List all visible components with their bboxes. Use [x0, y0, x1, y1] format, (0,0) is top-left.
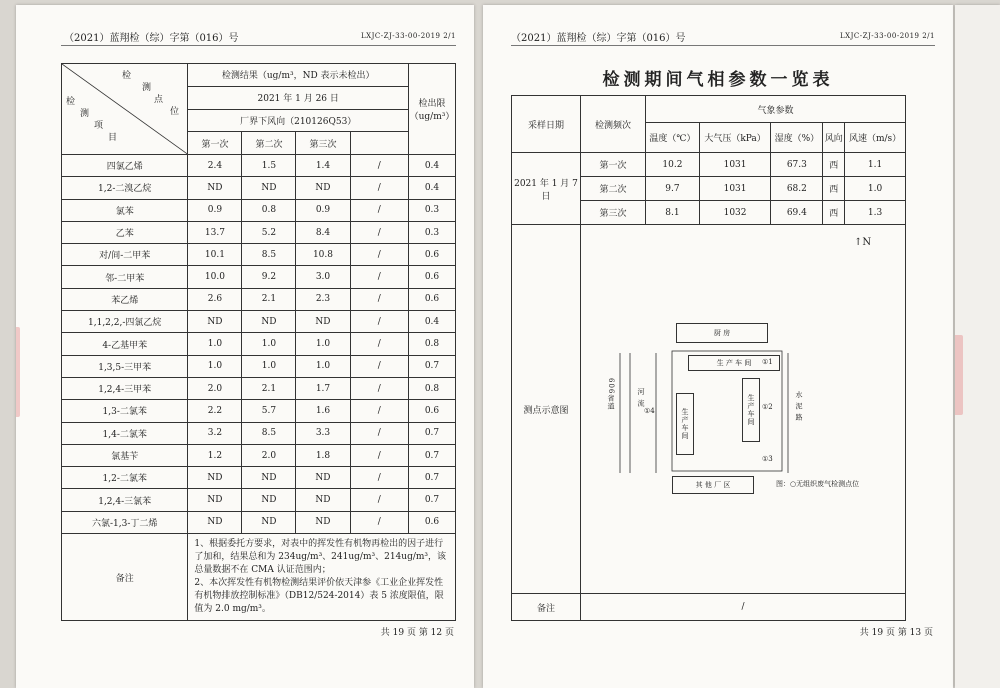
hum-cell: 67.3	[771, 153, 823, 177]
meteo-col-temp: 温度（℃）	[646, 123, 700, 153]
limit-cell: 0.8	[409, 333, 456, 355]
table-row	[62, 177, 456, 199]
value-cell: 1.4	[296, 155, 350, 177]
table-row	[62, 355, 456, 377]
right-header-code: （2021）蓝翔检（综）字第（016）号	[511, 33, 686, 44]
right-page	[483, 5, 953, 688]
value-cell: /	[350, 177, 408, 199]
compound-name: 1,4-二氯苯	[62, 422, 188, 444]
speed-cell: 1.1	[845, 153, 906, 177]
value-cell: 8.5	[242, 244, 296, 266]
limit-cell: 0.7	[409, 489, 456, 511]
limit-cell: 0.7	[409, 422, 456, 444]
table-row	[62, 444, 456, 466]
table-row	[62, 266, 456, 288]
compound-name: 乙苯	[62, 221, 188, 243]
dir-cell: 西	[823, 177, 845, 201]
temp-cell: 10.2	[646, 153, 700, 177]
map-label: 测点示意图	[512, 225, 581, 594]
value-cell: ND	[242, 511, 296, 533]
speed-cell: 1.0	[845, 177, 906, 201]
value-cell: ND	[188, 511, 242, 533]
value-cell: 13.7	[188, 221, 242, 243]
col-date-header: 采样日期	[512, 96, 581, 153]
value-cell: /	[350, 221, 408, 243]
left-header-right: LXJC-ZJ-33-00-2019 2/1	[360, 32, 456, 40]
value-cell: 1.0	[242, 333, 296, 355]
value-cell: ND	[242, 177, 296, 199]
compound-name: 4-乙基甲苯	[62, 333, 188, 355]
note-label: 备注	[62, 534, 188, 621]
diag-label: 测	[80, 109, 90, 119]
site-map	[576, 233, 906, 593]
value-cell: 10.0	[188, 266, 242, 288]
dir-cell: 西	[823, 201, 845, 225]
press-cell: 1032	[699, 201, 770, 225]
table-row	[62, 422, 456, 444]
value-cell: 1.0	[296, 355, 350, 377]
value-cell: 3.0	[296, 266, 350, 288]
limit-cell: 0.8	[409, 377, 456, 399]
right-note-label: 备注	[512, 594, 581, 621]
compound-name: 对/间-二甲苯	[62, 244, 188, 266]
value-cell: 0.9	[188, 199, 242, 221]
voc-results-table	[61, 63, 456, 621]
value-cell: ND	[296, 489, 350, 511]
result-rows	[62, 155, 456, 534]
limit-cell: 0.6	[409, 266, 456, 288]
limit-cell: 0.6	[409, 400, 456, 422]
value-cell: ND	[296, 511, 350, 533]
compound-name: 1,1,2,2,-四氯乙烷	[62, 311, 188, 333]
sub-header-2: 第二次	[242, 132, 296, 155]
note-1: 1、根据委托方要求，对表中的挥发性有机物再检出的因子进行了加和，结果总和为 234ug/m³、241ug/m³、214ug/m³，该总量数据不在 CMA 认证范围内；	[194, 539, 446, 576]
value-cell: 8.5	[242, 422, 296, 444]
value-cell: 0.8	[242, 199, 296, 221]
limit-cell: 0.7	[409, 467, 456, 489]
seal-stamp-right	[955, 335, 963, 415]
freq-cell: 第二次	[581, 177, 646, 201]
table-row	[62, 400, 456, 422]
left-page	[16, 5, 474, 688]
value-cell: 2.3	[296, 288, 350, 310]
map-workshop-top: 生 产 车 间	[688, 355, 780, 371]
table-row	[62, 311, 456, 333]
right-header-right: LXJC-ZJ-33-00-2019 2/1	[839, 32, 935, 40]
value-cell: /	[350, 422, 408, 444]
value-cell: /	[350, 377, 408, 399]
value-cell: ND	[296, 467, 350, 489]
diag-label: 目	[108, 133, 118, 143]
point-2: ①2	[762, 403, 773, 411]
compound-name: 氯苯	[62, 199, 188, 221]
limit-cell: 0.6	[409, 511, 456, 533]
limit-cell: 0.4	[409, 155, 456, 177]
compound-name: 1,2,4-三氯苯	[62, 489, 188, 511]
value-cell: ND	[188, 177, 242, 199]
table-row	[62, 244, 456, 266]
diag-label: 点	[154, 95, 164, 105]
map-legend: 图：○无组织废气检测点位	[776, 480, 860, 488]
meteo-col-wind-dir: 风向	[823, 123, 845, 153]
map-river: 河 流	[637, 388, 645, 408]
value-cell: ND	[188, 467, 242, 489]
diag-label: 检	[122, 71, 132, 81]
value-cell: ND	[188, 489, 242, 511]
limit-cell: 0.7	[409, 355, 456, 377]
press-cell: 1031	[699, 153, 770, 177]
sample-location: 厂界下风向（210126Q53）	[188, 109, 409, 132]
value-cell: 3.2	[188, 422, 242, 444]
left-page-footer: 共 19 页 第 12 页	[380, 628, 454, 638]
limit-cell: 0.4	[409, 311, 456, 333]
value-cell: 1.0	[188, 355, 242, 377]
limit-cell: 0.3	[409, 221, 456, 243]
table-row	[62, 489, 456, 511]
left-header-rule	[61, 45, 456, 46]
value-cell: ND	[296, 311, 350, 333]
diag-label: 检	[66, 97, 76, 107]
value-cell: 2.0	[188, 377, 242, 399]
right-page-footer: 共 19 页 第 13 页	[859, 628, 933, 638]
diagonal-header-cell	[62, 64, 188, 155]
value-cell: /	[350, 511, 408, 533]
sub-header-4	[350, 132, 408, 155]
next-page-edge	[955, 5, 1000, 688]
value-cell: 1.0	[296, 333, 350, 355]
limit-cell: 0.7	[409, 444, 456, 466]
map-other-zone: 其 他 厂 区	[672, 476, 754, 494]
value-cell: /	[350, 444, 408, 466]
limit-cell: 0.4	[409, 177, 456, 199]
value-cell: 3.3	[296, 422, 350, 444]
value-cell: ND	[188, 311, 242, 333]
compound-name: 苯乙烯	[62, 288, 188, 310]
compound-name: 1,2-二溴乙烷	[62, 177, 188, 199]
map-lines	[576, 233, 906, 593]
meteo-col-wind-speed: 风速（m/s）	[845, 123, 906, 153]
value-cell: 5.2	[242, 221, 296, 243]
north-arrow-icon: ↑N	[854, 237, 872, 248]
hum-cell: 69.4	[771, 201, 823, 225]
right-page-title: 检测期间气相参数一览表	[602, 70, 834, 90]
value-cell: ND	[242, 467, 296, 489]
point-1: ①1	[762, 358, 773, 366]
dir-cell: 西	[823, 153, 845, 177]
value-cell: 1.7	[296, 377, 350, 399]
compound-name: 1,3-二氯苯	[62, 400, 188, 422]
freq-cell: 第一次	[581, 153, 646, 177]
value-cell: 1.0	[242, 355, 296, 377]
point-3: ①3	[762, 455, 773, 463]
value-cell: /	[350, 244, 408, 266]
table-row	[62, 199, 456, 221]
value-cell: /	[350, 266, 408, 288]
value-cell: 1.5	[242, 155, 296, 177]
note-2: 2、本次挥发性有机物检测结果评价依天津参《工业企业挥发性有机物排放控制标准》（DB12/524-2014）表 5 浓度限值，限值为 2.0 mg/m³。	[194, 578, 444, 615]
map-cement-road: 水 泥 路	[795, 391, 803, 422]
sub-header-1: 第一次	[188, 132, 242, 155]
map-workshop-right: 生产车间	[742, 378, 760, 442]
map-kitchen: 厨 房	[676, 323, 768, 343]
seal-stamp-left	[16, 327, 20, 417]
value-cell: 1.2	[188, 444, 242, 466]
freq-cell: 第三次	[581, 201, 646, 225]
value-cell: 2.0	[242, 444, 296, 466]
table-row	[62, 467, 456, 489]
value-cell: 0.9	[296, 199, 350, 221]
table-row	[62, 377, 456, 399]
diag-label: 测	[142, 83, 152, 93]
value-cell: /	[350, 155, 408, 177]
sample-date: 2021 年 1 月 26 日	[188, 86, 409, 109]
value-cell: /	[350, 199, 408, 221]
right-header-rule	[511, 45, 935, 46]
value-cell: 1.0	[188, 333, 242, 355]
value-cell: 2.2	[188, 400, 242, 422]
right-note-value: /	[581, 594, 906, 621]
limit-cell: 0.6	[409, 244, 456, 266]
compound-name: 1,2,4-三甲苯	[62, 377, 188, 399]
value-cell: 2.4	[188, 155, 242, 177]
value-cell: /	[350, 355, 408, 377]
value-cell: /	[350, 467, 408, 489]
limit-header: 检出限（ug/m³）	[409, 64, 456, 155]
value-cell: 9.2	[242, 266, 296, 288]
map-workshop-left: 生产车间	[676, 393, 694, 455]
value-cell: /	[350, 311, 408, 333]
value-cell: /	[350, 333, 408, 355]
meteo-header: 气象参数	[646, 96, 906, 123]
compound-name: 氯基苄	[62, 444, 188, 466]
value-cell: ND	[242, 311, 296, 333]
compound-name: 四氯乙烯	[62, 155, 188, 177]
meteo-col-humidity: 湿度（%）	[771, 123, 823, 153]
table-row	[62, 333, 456, 355]
compound-name: 六氯-1,3-丁二烯	[62, 511, 188, 533]
table-row	[62, 288, 456, 310]
compound-name: 1,2-二氯苯	[62, 467, 188, 489]
value-cell: /	[350, 489, 408, 511]
value-cell: 2.1	[242, 377, 296, 399]
value-cell: 10.1	[188, 244, 242, 266]
result-header: 检测结果（ug/m³，ND 表示未检出）	[188, 64, 409, 87]
value-cell: 1.6	[296, 400, 350, 422]
value-cell: ND	[296, 177, 350, 199]
col-freq-header: 检测频次	[581, 96, 646, 153]
speed-cell: 1.3	[845, 201, 906, 225]
value-cell: 2.1	[242, 288, 296, 310]
point-4: ①4	[644, 407, 655, 415]
left-header-code: （2021）蓝翔检（综）字第（016）号	[64, 33, 239, 44]
value-cell: /	[350, 288, 408, 310]
value-cell: 2.6	[188, 288, 242, 310]
note-content	[188, 534, 456, 621]
temp-cell: 8.1	[646, 201, 700, 225]
diag-label: 项	[94, 121, 104, 131]
compound-name: 1,3,5-三甲苯	[62, 355, 188, 377]
hum-cell: 68.2	[771, 177, 823, 201]
sub-header-3: 第三次	[296, 132, 350, 155]
press-cell: 1031	[699, 177, 770, 201]
value-cell: 5.7	[242, 400, 296, 422]
value-cell: ND	[242, 489, 296, 511]
meteo-col-pressure: 大气压（kPa）	[699, 123, 770, 153]
table-row	[62, 511, 456, 533]
value-cell: /	[350, 400, 408, 422]
diag-label: 位	[170, 107, 180, 117]
table-row	[62, 221, 456, 243]
value-cell: 8.4	[296, 221, 350, 243]
table-row	[62, 155, 456, 177]
limit-cell: 0.3	[409, 199, 456, 221]
limit-cell: 0.6	[409, 288, 456, 310]
sample-date-value: 2021 年 1 月 7 日	[512, 153, 581, 225]
value-cell: 1.8	[296, 444, 350, 466]
compound-name: 邻-二甲苯	[62, 266, 188, 288]
map-road: 606省道	[607, 378, 615, 411]
value-cell: 10.8	[296, 244, 350, 266]
temp-cell: 9.7	[646, 177, 700, 201]
